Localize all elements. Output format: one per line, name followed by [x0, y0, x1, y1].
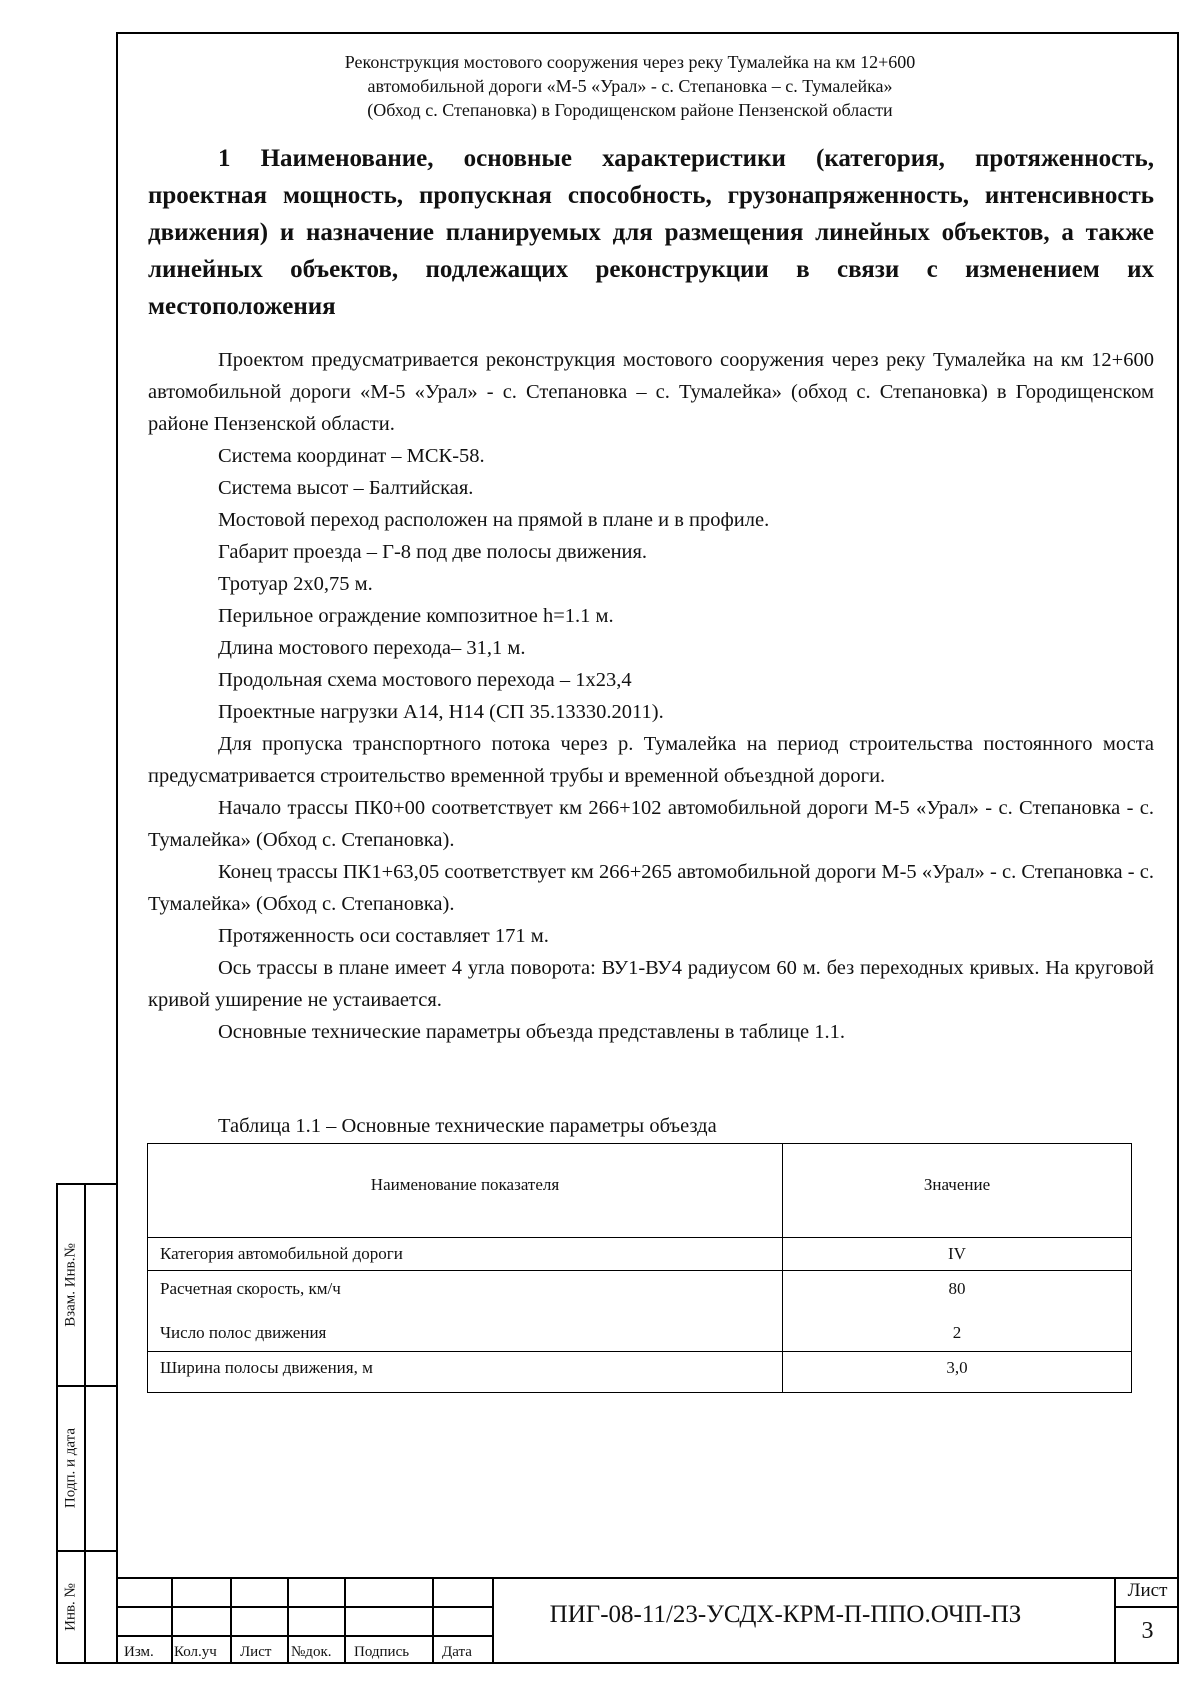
row-name: Ширина полосы движения, м — [148, 1352, 783, 1393]
title-block — [116, 1577, 1179, 1664]
row-name: Расчетная скорость, км/ч — [160, 1279, 341, 1298]
row-value: 3,0 — [783, 1352, 1132, 1393]
paragraph: Перильное ограждение композитное h=1.1 м. — [218, 605, 614, 627]
body-text — [148, 344, 1154, 1048]
label-podpis: Подпись — [354, 1644, 410, 1660]
header-line-2: автомобильной дороги «М-5 «Урал» - с. Степановка – с. Тумалейка» — [367, 76, 893, 96]
table-row — [148, 1271, 1132, 1352]
column-header-value: Значение — [783, 1144, 1132, 1238]
sheet-cell — [1114, 1577, 1179, 1664]
table-caption: Таблица 1.1 – Основные технические параметры объезда — [218, 1115, 717, 1137]
paragraph: Габарит проезда – Г-8 под две полосы движения. — [218, 541, 648, 563]
label-data: Дата — [442, 1644, 472, 1660]
paragraph: Для пропуска транспортного потока через р. Тумалейка на период строительства постоянного моста предусматривается строительство временной трубы и временной объездной дороги. — [148, 733, 1154, 787]
vzam-inv-label: Взам. Инв.№ — [62, 1243, 79, 1327]
header-line-1: Реконструкция мостового сооружения через реку Тумалейка на км 12+600 — [344, 52, 916, 72]
paragraph: Проектные нагрузки А14, Н14 (СП 35.13330.2011). — [218, 701, 664, 723]
document-header — [180, 50, 1080, 122]
row-name: Число полос движения — [160, 1323, 327, 1342]
document-code: ПИГ-08-11/23-УСДХ-КРМ-П-ППО.ОЧП-ПЗ — [549, 1601, 1022, 1628]
paragraph: Протяженность оси составляет 171 м. — [218, 925, 549, 947]
paragraph: Система высот – Балтийская. — [218, 477, 474, 499]
label-ndok: №док. — [291, 1644, 332, 1660]
podp-data-label: Подп. и дата — [62, 1427, 79, 1508]
paragraph: Начало трассы ПК0+00 соответствует км 266+102 автомобильной дороги М-5 «Урал» - с. Степановка - с. Тумалейка» (Обход с. Степановка). — [148, 797, 1154, 851]
paragraph: Ось трассы в плане имеет 4 угла поворота: ВУ1-ВУ4 радиусом 60 м. без переходных кривых. На круговой кривой уширение не устаивается. — [148, 957, 1154, 1011]
row-name: Категория автомобильной дороги — [148, 1238, 783, 1271]
paragraph: Проектом предусматривается реконструкция мостового сооружения через реку Тумалейка на км 12+600 автомобильной дороги «М-5 «Урал» - с. Степановка – с. Тумалейка» (обход с. Степановка) в Городищенском районе Пензенской области. — [148, 349, 1154, 435]
label-list: Лист — [240, 1644, 272, 1660]
row-name-group — [148, 1271, 783, 1352]
stamp-value-column — [84, 1185, 116, 1662]
paragraph: Продольная схема мостового перехода – 1х23,4 — [218, 669, 632, 691]
header-line-3: (Обход с. Степановка) в Городищенском районе Пензенской области — [367, 100, 893, 120]
row-value: 80 — [948, 1279, 966, 1298]
row-value: IV — [783, 1238, 1132, 1271]
table-row — [148, 1238, 1132, 1271]
inv-no-label: Инв. № — [62, 1583, 79, 1631]
parameters-table — [147, 1143, 1132, 1393]
paragraph: Система координат – МСК-58. — [218, 445, 485, 467]
label-izm: Изм. — [124, 1644, 154, 1660]
row-value-group — [783, 1271, 1132, 1352]
paragraph: Основные технические параметры объезда представлены в таблице 1.1. — [218, 1021, 845, 1043]
stamp-label-column — [58, 1185, 86, 1662]
label-kol-uch: Кол.уч — [174, 1644, 217, 1660]
table-header-row — [148, 1144, 1132, 1238]
revision-grid — [116, 1577, 494, 1664]
row-value: 2 — [952, 1323, 962, 1342]
paragraph: Тротуар 2х0,75 м. — [218, 573, 373, 595]
section-heading: 1 Наименование, основные характеристики (категория, протяженность, проектная мощность, пропускная способность, грузонапряженность, интенсивность движения) и назначение планируемых для размещения линейных объектов, а также линейных объектов, подлежащих реконструкции в связи с изменением их местоположения — [148, 145, 1154, 320]
paragraph: Мостовой переход расположен на прямой в плане и в профиле. — [218, 509, 770, 531]
column-header-name: Наименование показателя — [148, 1144, 783, 1238]
sheet-label: Лист — [1127, 1580, 1168, 1601]
sheet-number: 3 — [1141, 1618, 1154, 1644]
margin-stamp — [56, 1183, 116, 1664]
paragraph: Конец трассы ПК1+63,05 соответствует км 266+265 автомобильной дороги М-5 «Урал» - с. Степановка - с. Тумалейка» (Обход с. Степановка). — [148, 861, 1154, 915]
table-row — [148, 1352, 1132, 1393]
paragraph: Длина мостового перехода– 31,1 м. — [218, 637, 526, 659]
